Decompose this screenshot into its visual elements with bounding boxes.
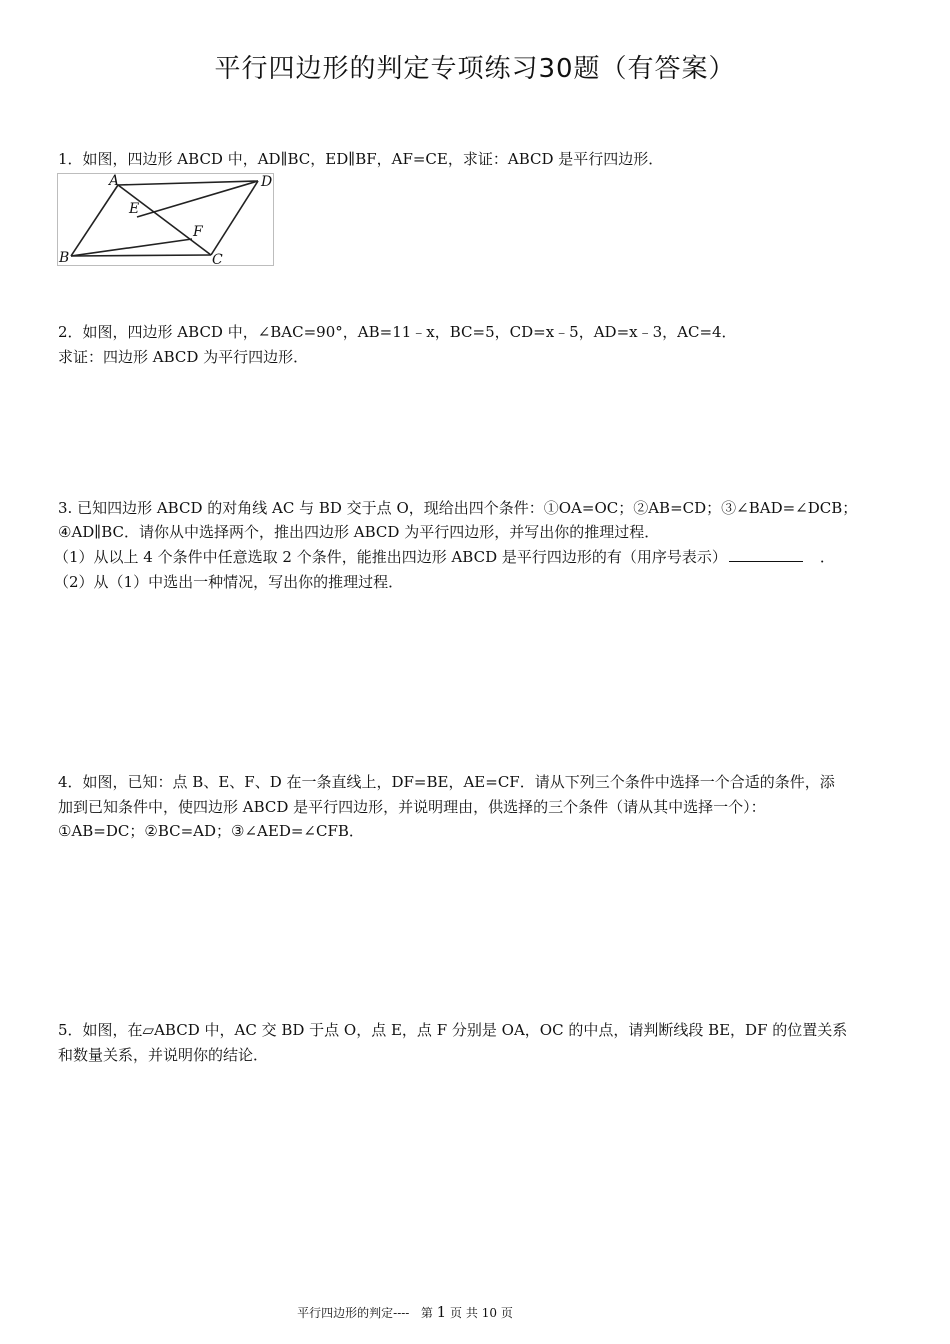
question-1-text: 1．如图，四边形 ABCD 中，AD∥BC，ED∥BF，AF=CE，求证：ABCD 是平行四边形．	[58, 150, 664, 168]
page-title: 平行四边形的判定专项练习30题（有答案）	[214, 54, 736, 84]
footer-page-word: 第	[420, 1306, 433, 1320]
segment-ab	[71, 185, 118, 256]
vertex-c-label: C	[212, 252, 223, 266]
footer-total-unit: 页	[500, 1306, 513, 1320]
question-3-line-4: （2）从（1）中选出一种情况，写出你的推理过程．	[54, 573, 404, 591]
footer-total-number: 10	[481, 1306, 498, 1320]
segment-bc	[71, 255, 211, 256]
question-3-line-3	[54, 545, 890, 570]
question-2-line-2: 求证：四边形 ABCD 为平行四边形．	[58, 348, 309, 366]
answer-blank[interactable]	[729, 547, 803, 562]
footer-page-number: 1	[436, 1303, 447, 1321]
vertex-d-label: D	[261, 174, 273, 190]
segment-ed	[137, 181, 258, 217]
question-1-figure	[57, 173, 274, 266]
page-footer	[0, 1303, 810, 1321]
question-3-line-3-text: （1）从以上 4 个条件中任意选取 2 个条件，能推出四边形 ABCD 是平行四边形的有（用序号表示）	[54, 548, 727, 566]
segment-ad	[118, 181, 258, 185]
question-5-line-2: 和数量关系，并说明你的结论．	[58, 1046, 269, 1064]
question-5-line-1: 5．如图，在▱ABCD 中，AC 交 BD 于点 O，点 E，点 F 分别是 OA，OC 的中点，请判断线段 BE，DF 的位置关系	[58, 1021, 848, 1039]
footer-prefix: 平行四边形的判定----	[297, 1306, 410, 1320]
question-4-line-1: 4．如图，已知：点 B、E、F、D 在一条直线上，DF=BE，AE=CF．请从下列三个条件中选择一个合适的条件，添	[58, 773, 835, 791]
vertex-f-label: F	[193, 224, 203, 240]
question-4-line-3: ①AB=DC；②BC=AD；③∠AED=∠CFB．	[58, 822, 364, 840]
question-3-line-1: 3. 已知四边形 ABCD 的对角线 AC 与 BD 交于点 O，现给出四个条件：①OA=OC；②AB=CD；③∠BAD=∠DCB；	[58, 499, 858, 517]
segment-bf	[71, 239, 192, 256]
question-3-line-3-end: ．	[819, 548, 835, 566]
vertex-e-label: E	[129, 201, 140, 217]
vertex-a-label: A	[109, 173, 120, 189]
figure-frame	[58, 174, 274, 266]
vertex-b-label: B	[59, 250, 70, 266]
question-2-line-1: 2．如图，四边形 ABCD 中，∠BAC=90°，AB=11﹣x，BC=5，CD=x﹣5，AD=x﹣3，AC=4．	[58, 323, 737, 341]
question-4-line-2: 加到已知条件中，使四边形 ABCD 是平行四边形，并说明理由，供选择的三个条件（请从其中选择一个）：	[58, 798, 766, 816]
footer-total-word: 共	[465, 1306, 478, 1320]
question-3-line-2: ④AD∥BC．请你从中选择两个，推出四边形 ABCD 为平行四边形，并写出你的推理过程．	[58, 523, 660, 541]
footer-page-unit: 页	[450, 1306, 463, 1320]
segment-ac	[118, 185, 211, 255]
